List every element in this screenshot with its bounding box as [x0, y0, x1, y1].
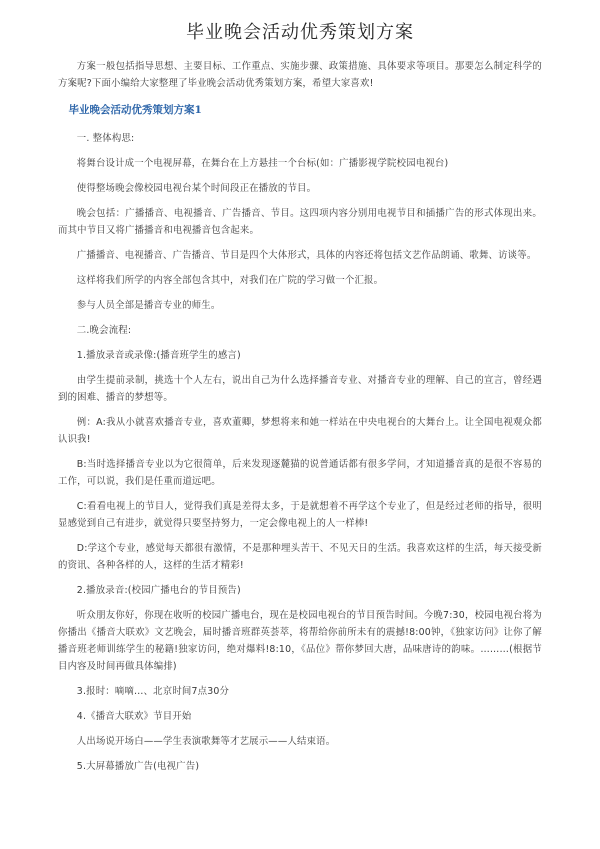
paragraph: 二.晚会流程:: [76, 325, 132, 336]
paragraph: 使得整场晚会像校园电视台某个时间段正在播放的节目。: [76, 183, 317, 194]
intro-paragraph: 方案一般包括指导思想、主要目标、工作重点、实施步骤、政策措施、具体要求等项目。那要怎么制定科学的方案呢?下面小编给大家整理了毕业晚会活动优秀策划方案，希望大家喜欢!: [58, 61, 542, 89]
paragraph: 参与人员全部是播音专业的师生。: [76, 300, 221, 311]
paragraph: 2.播放录音:(校园广播电台的节目预告): [76, 585, 241, 596]
page-title: 毕业晚会活动优秀策划方案: [186, 22, 414, 43]
paragraph: 广播播音、电视播音、广告播音、节目是四个大体形式，具体的内容还将包括文艺作品朗诵、歌舞、访谈等。: [76, 250, 537, 261]
paragraph: 由学生提前录制，挑选十个人左右，说出自己为什么选择播音专业、对播音专业的理解、自己的宣言，曾经遇到的困难、播音的梦想等。: [58, 375, 542, 403]
paragraph: 一. 整体构思:: [76, 133, 135, 144]
paragraph: 3.报时：嘀嘀…、北京时间7点30分: [76, 686, 230, 697]
paragraph: 4.《播音大联欢》节目开始: [76, 711, 192, 722]
paragraph: 将舞台设计成一个电视屏幕，在舞台在上方悬挂一个台标(如：广播影视学院校园电视台): [76, 158, 449, 169]
section-heading: 毕业晚会活动优秀策划方案1: [68, 104, 202, 116]
paragraph: 晚会包括：广播播音、电视播音、广告播音、节目。这四项内容分别用电视节目和插播广告的形式体现出来。而其中节目又将广播播音和电视播音包含起来。: [58, 208, 542, 236]
paragraph: 这样将我们所学的内容全部包含其中，对我们在广院的学习做一个汇报。: [76, 275, 384, 286]
paragraph: 人出场说开场白——学生表演歌舞等才艺展示——人结束语。: [76, 736, 336, 747]
paragraph: 5.大屏幕播放广告(电视广告): [76, 761, 200, 772]
paragraph: C:看看电视上的节目人，觉得我们真是差得太多，于是就想着不再学这个专业了，但是经过老师的指导，很明显感觉到自己有进步，就觉得只要坚持努力，一定会像电视上的人一样棒!: [58, 501, 542, 529]
paragraph: 听众朋友你好，你现在收听的校园广播电台，现在是校园电视台的节目预告时间。今晚7:30，校园电视台将为你播出《播音大联欢》文艺晚会，届时播音班群英荟萃，将帮给你前所未有的震撼!8:00钟，《独家访问》让你了解播音班老师训练学生的秘籍!独家访问，绝对爆料!8:10，《品位》帮你梦回大唐，品味唐诗的韵味。………(根据节目内容及时间再做具体编排): [58, 610, 542, 672]
paragraph: 1.播放录音或录像:(播音班学生的感言): [76, 350, 241, 361]
paragraph: 例：A:我从小就喜欢播音专业，喜欢董卿，梦想将来和她一样站在中央电视台的大舞台上。让全国电视观众都认识我!: [58, 417, 542, 445]
paragraph: D:学这个专业，感觉每天都很有激情，不是那种埋头苦干、不见天日的生活。我喜欢这样的生活，每天接受新的资讯、各种各样的人，这样的生活才精彩!: [58, 543, 542, 571]
paragraph: B:当时选择播音专业以为它很简单，后来发现逐麓猫的说普通话都有很多学问，才知道播音真的是很不容易的工作，可以说，我们是任重而道远吧。: [58, 459, 542, 487]
